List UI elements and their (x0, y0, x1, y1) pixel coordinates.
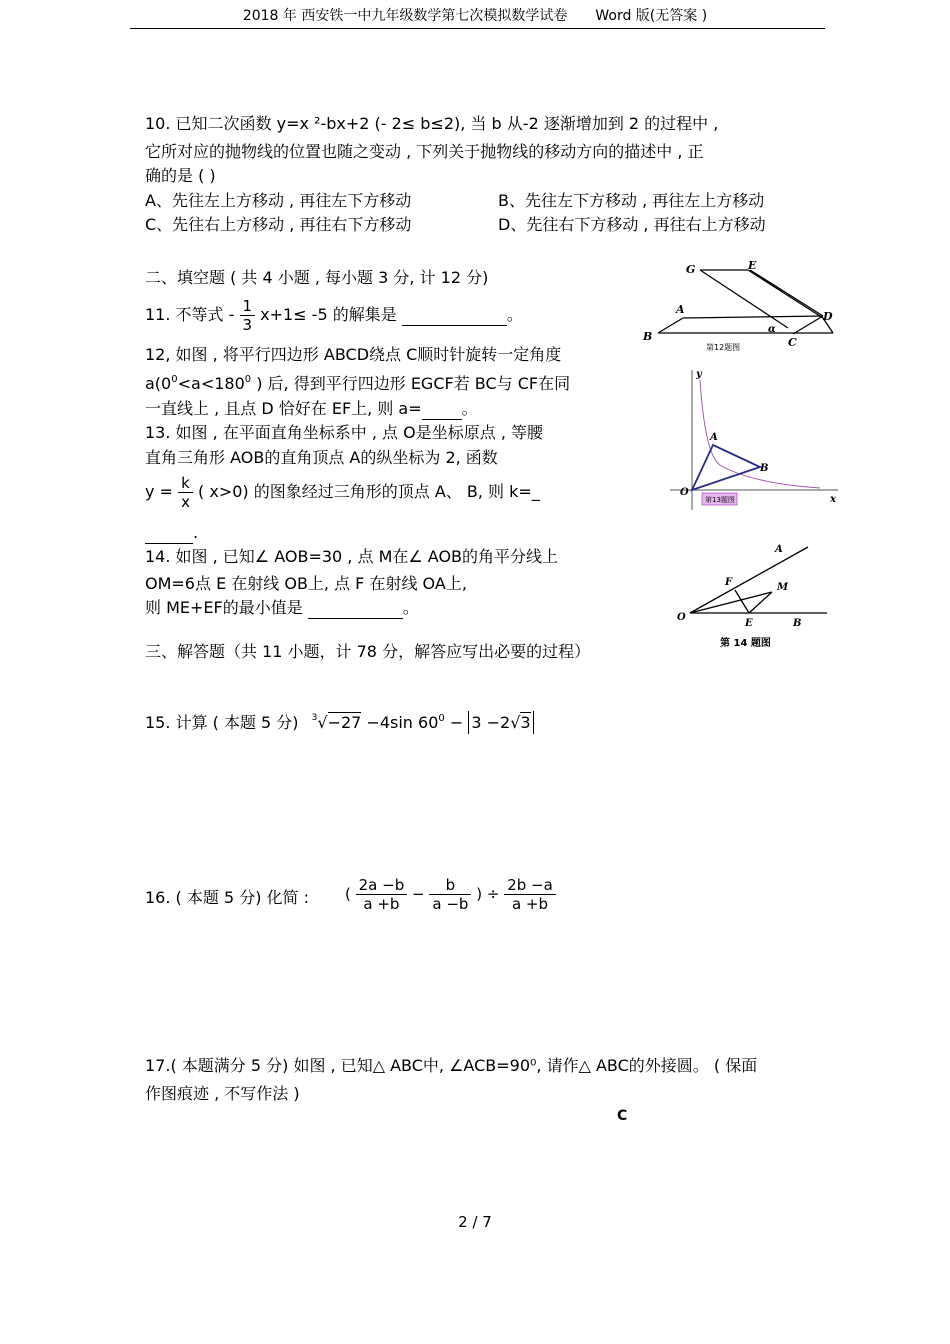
q12-answer-blank (422, 399, 462, 420)
q11 (145, 297, 523, 334)
fig12-label-e: E (748, 259, 757, 272)
q16-fraction-3 (504, 876, 556, 913)
section3-title: 三、解答题（共 11 小题，计 78 分，解答应写出必要的过程） (145, 642, 591, 661)
q12-line2-b: <a<180 (177, 374, 245, 393)
figure-12 (638, 258, 838, 358)
q16-op2: ) ÷ (476, 885, 500, 903)
fig12-label-b: B (643, 330, 653, 343)
fig14-label-e: E (745, 618, 753, 629)
q12-line1: 12, 如图 , 将平行四边形 ABCD绕点 C顺时针旋转一定角度 (145, 345, 562, 364)
q15 (145, 713, 534, 736)
q12-line2-a: a(0 (145, 374, 172, 393)
fig14-label-a: A (775, 544, 783, 555)
q16-f1-den: a +b (363, 895, 400, 913)
q13-fraction (178, 474, 193, 511)
q15-root-index: 3 (311, 713, 318, 723)
q15-minus: − (444, 713, 464, 732)
q10-option-c: C、先往右上方移动 , 再往右下方移动 (145, 215, 412, 234)
q16-expression (345, 876, 556, 913)
fig12-label-d: D (823, 310, 833, 323)
figure-14 (675, 540, 840, 655)
page-header: 2018 年 西安铁一中九年级数学第七次模拟数学试卷 Word 版(无答案 ) (242, 8, 708, 24)
q11-fraction (240, 297, 256, 334)
q12-sup2: 0 (244, 374, 252, 385)
fig13-label-y: y (696, 369, 702, 380)
q16-fraction-2 (429, 876, 471, 913)
q16-label: 16. ( 本题 5 分) 化简 : (145, 888, 310, 907)
fig13-caption: 第13题图 (705, 496, 735, 504)
q10-option-a: A、先往左上方移动 , 再往左下方移动 (145, 191, 412, 210)
q13-answer-blank (145, 523, 193, 544)
fig12-label-g: G (686, 263, 696, 276)
q13-line4 (145, 523, 198, 544)
fig14-caption: 第 14 题图 (720, 638, 771, 649)
q10-line2: 它所对应的抛物线的位置也随之变动 , 下列关于抛物线的移动方向的描述中 , 正 (145, 142, 704, 161)
fig13-label-x: x (830, 494, 836, 505)
q14-line3 (145, 598, 419, 619)
fig12-label-alpha: α (768, 324, 776, 335)
q13-line3-text: ( x>0) 的图象经过三角形的顶点 A、 B, 则 k=_ (192, 482, 540, 501)
q13-line1: 13. 如图 , 在平面直角坐标系中 , 点 O是坐标原点 , 等腰 (145, 423, 543, 442)
q13-frac-num: k (178, 474, 193, 493)
fig12-label-a: A (676, 303, 685, 316)
q10-option-b: B、先往左下方移动 , 再往左上方移动 (498, 191, 765, 210)
q16-f1-num: 2a −b (356, 876, 408, 895)
q14-line3-a: 则 ME+EF的最小值是 (145, 598, 308, 617)
q12-line2 (145, 374, 570, 397)
fig13-label-o: O (680, 487, 689, 498)
q13-y-eq: y = (145, 482, 173, 501)
q15-mid: −4sin 60 (366, 713, 439, 732)
q13-line3 (145, 474, 540, 511)
q14-answer-blank (308, 598, 403, 619)
q16-f2-den: a −b (432, 895, 469, 913)
q11-answer-blank (402, 305, 507, 326)
q10-line1: 10. 已知二次函数 y=x ²-bx+2 (- 2≤ b≤2), 当 b 从-2 逐渐增加到 2 的过程中 , (145, 114, 719, 133)
q16-left-paren: ( (345, 885, 351, 903)
q10-option-d: D、先往右下方移动 , 再往右上方移动 (498, 215, 766, 234)
q17-line2: 作图痕迹 , 不写作法 ) (145, 1084, 300, 1103)
q14-line2: OM=6点 E 在射线 OB上, 点 F 在射线 OA上, (145, 574, 467, 593)
q12-line3-b: 。 (461, 399, 478, 418)
q15-abs-b: 3 (520, 713, 531, 732)
page-number: 2 / 7 (458, 1213, 492, 1231)
q15-radicand: −27 (327, 713, 362, 732)
q15-abs-a: 3 −2 (471, 713, 511, 732)
q14-line3-b: 。 (402, 598, 419, 617)
header-rule (130, 28, 825, 29)
fig14-label-m: M (777, 582, 789, 593)
radical-icon: √ (317, 713, 328, 732)
q15-deg: 0 (438, 713, 445, 724)
fig13-label-b: B (760, 463, 769, 474)
fig14-label-o: O (677, 612, 686, 623)
q14-line1: 14. 如图 , 已知∠ AOB=30 , 点 M在∠ AOB的角平分线上 (145, 547, 559, 566)
q11-prefix: 11. 不等式 - (145, 305, 235, 324)
q13-line4-end: . (193, 523, 199, 542)
figure-13 (660, 365, 845, 515)
q10-line3: 确的是 ( ) (145, 166, 216, 185)
q11-frac-num: 1 (240, 297, 256, 316)
q16-fraction-1 (356, 876, 408, 913)
q15-label: 15. 计算 ( 本题 5 分) (145, 713, 299, 732)
section2-title: 二、填空题 ( 共 4 小题 , 每小题 3 分, 计 12 分) (145, 268, 489, 287)
q11-end: 。 (506, 305, 523, 324)
q12-line3 (145, 399, 478, 420)
q16-f3-num: 2b −a (504, 876, 556, 895)
q15-cube-root (312, 713, 367, 732)
q16-f2-num: b (429, 876, 471, 895)
q12-line2-c: ) 后, 得到平行四边形 EGCF若 BC与 CF在同 (251, 374, 571, 393)
q16-op1: − (412, 885, 425, 903)
q13-line2: 直角三角形 AOB的直角顶点 A的纵坐标为 2, 函数 (145, 448, 498, 467)
q11-frac-den: 3 (242, 316, 253, 334)
q12-line3-a: 一直线上 , 且点 D 恰好在 EF上, 则 a= (145, 399, 422, 418)
fig12-label-c: C (788, 336, 797, 349)
q12-sup1: 0 (171, 374, 178, 385)
q13-frac-den: x (181, 493, 190, 511)
q16-f3-den: a +b (511, 895, 549, 913)
fig13-label-a: A (710, 432, 718, 443)
radical-icon: √ (510, 713, 521, 732)
fig14-label-b: B (793, 618, 802, 629)
q17-point-c: C (617, 1108, 628, 1124)
q15-absolute-value (468, 711, 533, 734)
q17-line1: 17.( 本题满分 5 分) 如图 , 已知△ ABC中, ∠ACB=90⁰, 请作△ ABC的外接圆。 ( 保面 (145, 1056, 758, 1075)
fig14-label-f: F (725, 577, 733, 588)
q11-suffix: x+1≤ -5 的解集是 (255, 305, 402, 324)
fig12-caption: 第12题图 (706, 343, 741, 352)
